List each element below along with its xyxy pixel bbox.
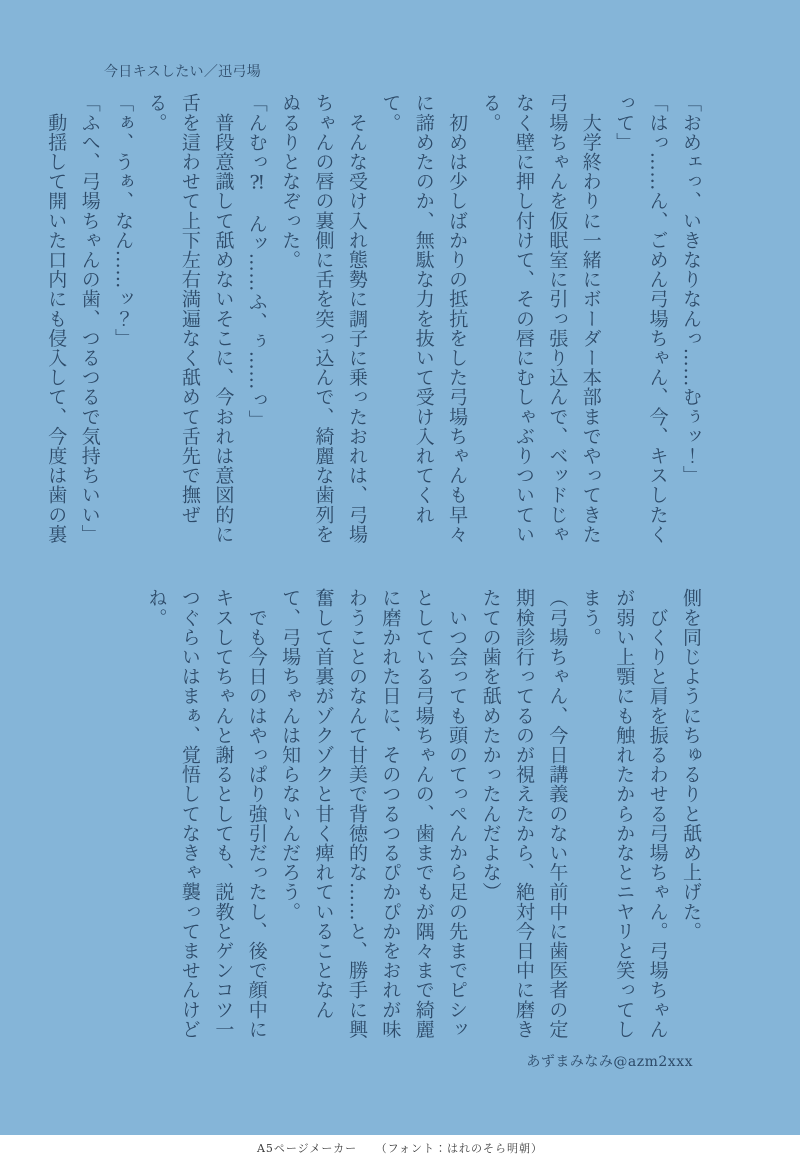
story-paragraph: 「おめェっ、いきなりなんっ……むぅッ！」 bbox=[680, 93, 702, 485]
story-text-block-top bbox=[39, 93, 707, 548]
story-paragraph: 「はっ……ん、ごめん弓場ちゃん、今、キスしたくって」 bbox=[613, 93, 669, 544]
author-credit: あずまみなみ@azm2xxx bbox=[526, 1054, 693, 1070]
story-paragraph: 大学終わりに一緒にボーダー本部までやってきた弓場ちゃんを仮眠室に引っ張り込んで、ベッドじゃなく壁に押し付けて、その唇にむしゃぶりついている。 bbox=[479, 93, 602, 544]
page-header-title: 今日キスしたい／迅弓場 bbox=[104, 64, 262, 80]
story-paragraph: 「ふへ、弓場ちゃんの歯、つるつるで気持ちいい」 bbox=[78, 93, 101, 544]
story-paragraph: 「んむっ⁈ んッ……ふ、ぅ……っ」 bbox=[245, 93, 268, 430]
story-paragraph: 普段意識して舐めないそこに、今おれは意図的に舌を這わせて上下左右満遍なく舐めて舌先で撫ぜる。 bbox=[145, 93, 235, 544]
story-paragraph: いつ会っても頭のてっぺんから足の先までピシッとしている弓場ちゃんの、歯までもが隅々まで綺麗に磨かれた日に、そのつるつるぴかぴかをおれが味わうことのなんて甘美で背徳的な……と、勝手に興奮して首裏がゾクゾクと甘く痺れていることなんて、弓場ちゃんは知らないんだろう。 bbox=[279, 588, 469, 1039]
story-paragraph: でも今日のはやっぱり強引だったし、後で顔中にキスしてちゃんと謝るとしても、説教とゲンコツ一つぐらいはまぁ、覚悟してなきゃ襲ってませんけどね。 bbox=[145, 588, 268, 1039]
story-paragraph: 初めは少しばかりの抵抗をした弓場ちゃんも早々に諦めたのか、無駄な力を抜いて受け入れてくれて。 bbox=[379, 93, 469, 544]
story-paragraph: びくりと肩を振るわせる弓場ちゃん。弓場ちゃんが弱い上顎にも触れたからかなとニヤリと笑ってしまう。 bbox=[579, 588, 669, 1039]
story-text-block-bottom bbox=[139, 588, 707, 1043]
story-paragraph: 側を同じようにちゅるりと舐め上げた。 bbox=[680, 588, 702, 941]
footer-generator-note: A5ページメーカー （フォント：はれのそら明朝） bbox=[256, 1142, 544, 1155]
story-paragraph: そんな受け入れ態勢に調子に乗ったおれは、弓場ちゃんの唇の裏側に舌を突っ込んで、綺麗な歯列をぬるりとなぞった。 bbox=[279, 93, 368, 544]
story-paragraph: 動揺して開いた口内にも侵入して、今度は歯の裏 bbox=[45, 93, 68, 544]
story-paragraph: （弓場ちゃん、今日講義のない午前中に歯医者の定期検診行ってるのが視えたから、絶対今日中に磨きたての歯を舐めたかったんだよな） bbox=[479, 588, 569, 1039]
story-paragraph: 「ぁ、うぁ、なん……ッ？」 bbox=[112, 93, 135, 348]
